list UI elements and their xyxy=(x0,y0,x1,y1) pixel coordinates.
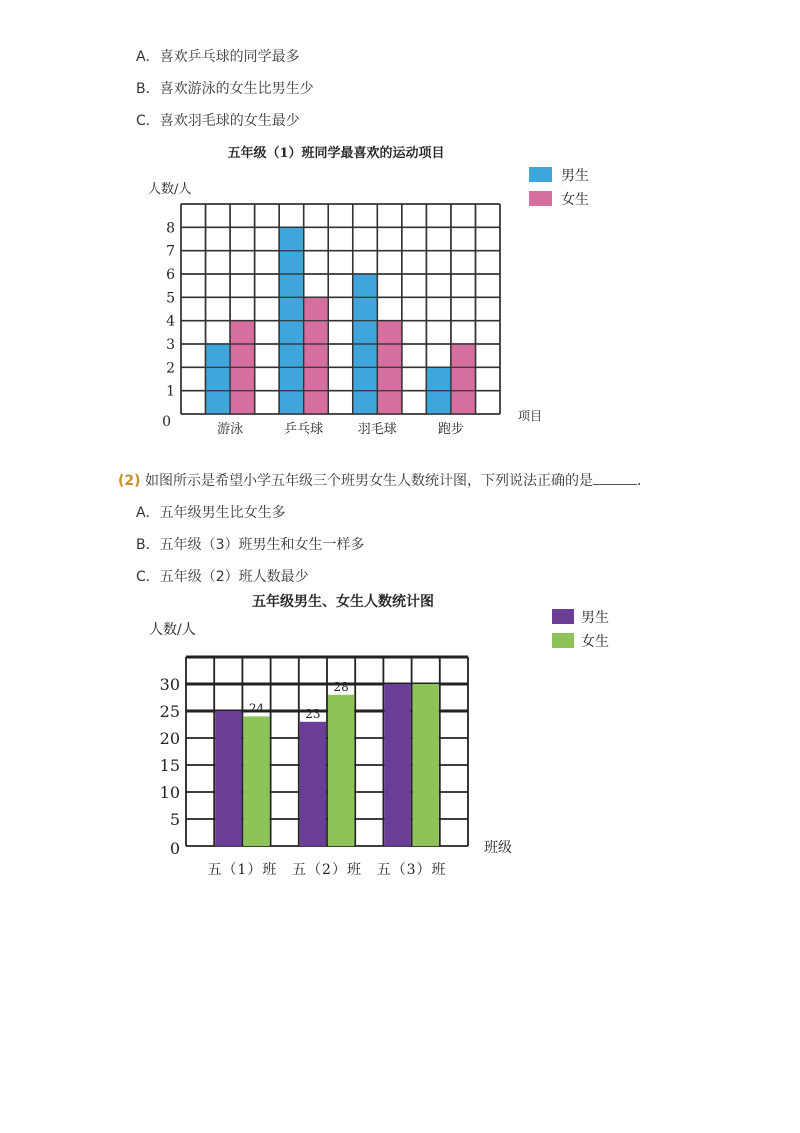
chart2-ytick: 15 xyxy=(159,756,180,775)
chart1-xlabel: 项目 xyxy=(518,409,543,423)
q2-option-b: B．五年级（3）班男生和女生一样多 xyxy=(136,537,365,553)
chart1-ytick: 4 xyxy=(166,313,175,330)
chart1-category-label: 羽毛球 xyxy=(357,422,397,437)
chart2-bar-girls-0 xyxy=(243,716,269,846)
chart1-legend-swatch xyxy=(529,167,552,182)
chart2-category-label: 五（1）班 xyxy=(207,862,278,878)
q1-option-c: C．喜欢羽毛球的女生最少 xyxy=(136,113,300,129)
chart1-category-label: 游泳 xyxy=(217,422,244,437)
q1-option-b: B．喜欢游泳的女生比男生少 xyxy=(136,81,314,97)
chart2-legend-label: 女生 xyxy=(581,634,609,650)
chart2-title: 五年级男生、女生人数统计图 xyxy=(252,594,434,610)
chart2-ytick: 25 xyxy=(159,702,180,721)
chart1-bar-girls-1 xyxy=(304,297,329,414)
question-2-tail: ． xyxy=(637,473,651,489)
chart2-category-label: 五（3）班 xyxy=(376,862,447,878)
chart2-data-label: 28 xyxy=(333,679,349,694)
chart1-legend-swatch xyxy=(529,191,552,206)
chart2-ytick: 20 xyxy=(159,729,180,748)
chart2-ytick: 30 xyxy=(159,675,180,694)
chart2-ytick: 5 xyxy=(169,810,180,829)
chart2-bar-girls-2 xyxy=(413,684,439,846)
chart1-category-label: 乒乓球 xyxy=(284,422,324,437)
chart1-ytick: 8 xyxy=(166,220,175,237)
chart1-ytick: 0 xyxy=(162,414,171,430)
chart1-category-label: 跑步 xyxy=(437,422,464,437)
chart2-bar-boys-2 xyxy=(384,684,410,846)
chart1-bar-girls-3 xyxy=(451,344,476,414)
chart2-data-label: 23 xyxy=(305,706,321,721)
chart2-legend-swatch xyxy=(552,633,574,648)
chart2-category-label: 五（2）班 xyxy=(292,862,362,878)
question-2-text: 如图所示是希望小学五年级三个班男女生人数统计图，下列说法正确的是 xyxy=(145,473,593,489)
sports-bar-chart xyxy=(0,0,800,460)
question-2 xyxy=(118,470,651,490)
chart2-bar-boys-1 xyxy=(300,722,326,846)
chart2-bar-boys-0 xyxy=(215,711,241,846)
chart1-ytick: 7 xyxy=(166,243,175,260)
chart1-ytick: 6 xyxy=(166,267,175,283)
chart2-legend-swatch xyxy=(552,609,574,624)
chart2-ytick: 0 xyxy=(169,839,180,858)
chart1-bar-boys-0 xyxy=(206,344,231,414)
chart1-legend-label: 男生 xyxy=(561,168,589,184)
chart2-xlabel: 班级 xyxy=(484,840,512,856)
chart2-data-label: 24 xyxy=(248,701,265,716)
chart1-ytick: 2 xyxy=(166,360,175,377)
chart2-ylabel: 人数/人 xyxy=(149,622,196,638)
q2-option-a: A．五年级男生比女生多 xyxy=(136,505,286,521)
answer-blank[interactable] xyxy=(593,472,637,485)
chart2-bar-girls-1 xyxy=(328,695,354,846)
question-2-number: (2) xyxy=(118,473,141,489)
chart2-legend-label: 男生 xyxy=(581,610,609,626)
chart1-ylabel: 人数/人 xyxy=(148,182,192,197)
chart2-ytick: 10 xyxy=(159,783,180,802)
chart1-ytick: 5 xyxy=(166,290,175,307)
q1-option-a: A．喜欢乒乓球的同学最多 xyxy=(136,49,300,65)
chart1-ytick: 1 xyxy=(166,383,175,400)
chart1-title: 五年级（1）班同学最喜欢的运动项目 xyxy=(227,146,445,161)
q2-option-c: C．五年级（2）班人数最少 xyxy=(136,569,309,585)
chart1-ytick: 3 xyxy=(166,337,175,353)
chart1-legend-label: 女生 xyxy=(561,192,589,208)
